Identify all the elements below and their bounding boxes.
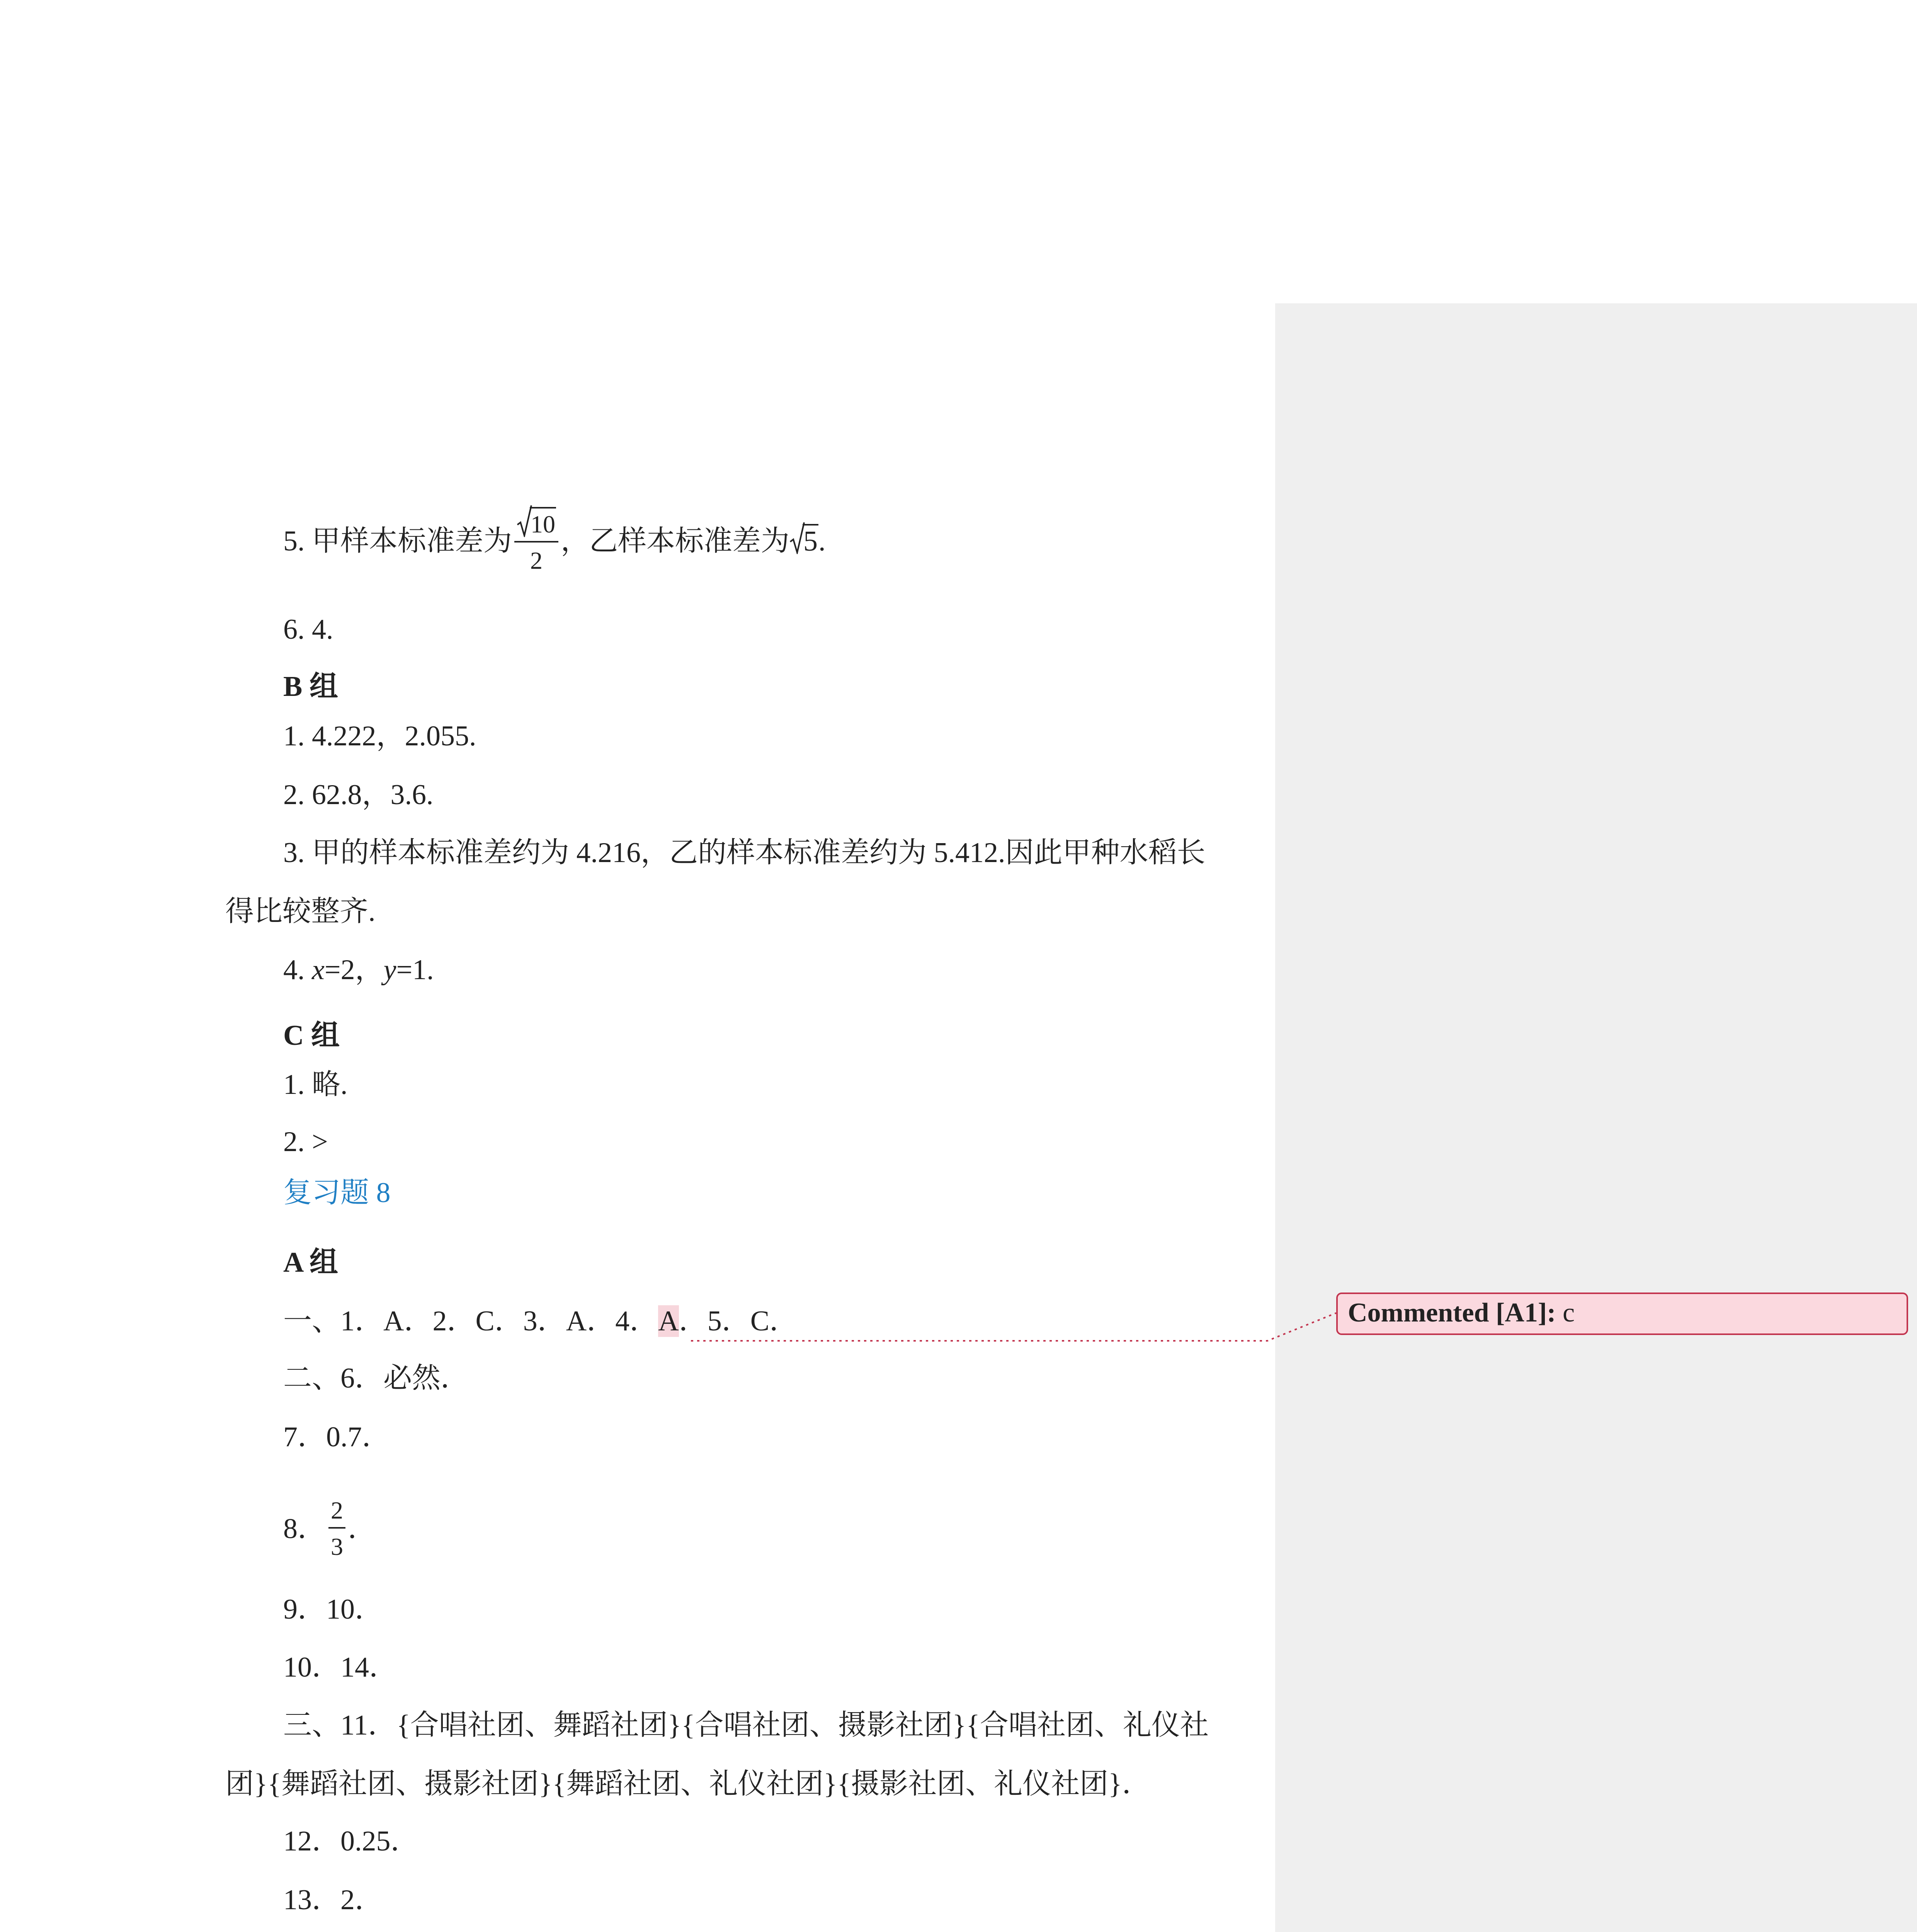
answer-11-line2: 团}{舞蹈社团、摄影社团}{舞蹈社团、礼仪社团}{摄影社团、礼仪社团}． <box>225 1768 1151 1800</box>
fill-answer-9: 9．10． <box>283 1594 383 1625</box>
answer-13: 13．2． <box>283 1884 383 1916</box>
b4-var-y: y <box>383 954 396 986</box>
b-answer-2: 2. 62.8，3.6. <box>283 779 434 811</box>
answer-12: 12．0.25． <box>283 1825 419 1857</box>
comment-author: Commented [A1]: <box>1348 1298 1556 1328</box>
radicand: 10 <box>530 507 556 539</box>
answer-5-text-b: ，乙样本标准差为 <box>561 525 789 557</box>
denominator: 3 <box>331 1532 343 1560</box>
c-answer-1: 1. 略. <box>283 1069 348 1100</box>
fill-answer-6: 二、6．必然． <box>283 1362 469 1394</box>
b4-prefix: 4. <box>283 954 312 986</box>
b-answer-3-line2: 得比较整齐. <box>225 896 376 927</box>
fill-answer-10: 10．14． <box>283 1651 398 1683</box>
answer-5-text-a: 5. 甲样本标准差为 <box>283 525 512 557</box>
section-c-heading: C 组 <box>283 1020 340 1051</box>
b4-var-x: x <box>312 954 325 986</box>
comment-balloon[interactable] <box>1336 1293 1908 1335</box>
commented-text[interactable]: A <box>658 1305 679 1337</box>
section-a-heading: A 组 <box>283 1247 338 1278</box>
choice-answers-a: 一、1．A．2．C．3．A．4． <box>283 1305 658 1337</box>
radicand: 5 <box>803 524 818 556</box>
b4-mid: =2， <box>324 954 384 986</box>
c-answer-2: 2. > <box>283 1126 328 1158</box>
answer-6: 6. 4. <box>283 614 333 645</box>
denominator: 2 <box>530 546 543 574</box>
b-answer-3-line1: 3. 甲的样本标准差约为 4.216，乙的样本标准差约为 5.412.因此甲种水稻长 <box>283 837 1206 869</box>
answer-5-end: . <box>818 525 826 557</box>
numerator: 2 <box>328 1496 345 1529</box>
section-b-heading: B 组 <box>283 671 338 702</box>
fill-answer-7: 7．0.7． <box>283 1421 391 1453</box>
fill-answer-8-end: ． <box>348 1513 376 1545</box>
choice-answers-b: ．5．C． <box>679 1305 798 1337</box>
answer-11-line1: 三、11．{合唱社团、舞蹈社团}{合唱社团、摄影社团}{合唱社团、礼仪社 <box>283 1709 1209 1741</box>
review-heading: 复习题 8 <box>283 1177 391 1209</box>
b-answer-1: 1. 4.222，2.055. <box>283 720 476 752</box>
fill-answer-8-prefix: 8． <box>283 1513 326 1545</box>
comment-text[interactable]: c <box>1562 1298 1575 1328</box>
b4-end: =1. <box>396 954 434 986</box>
